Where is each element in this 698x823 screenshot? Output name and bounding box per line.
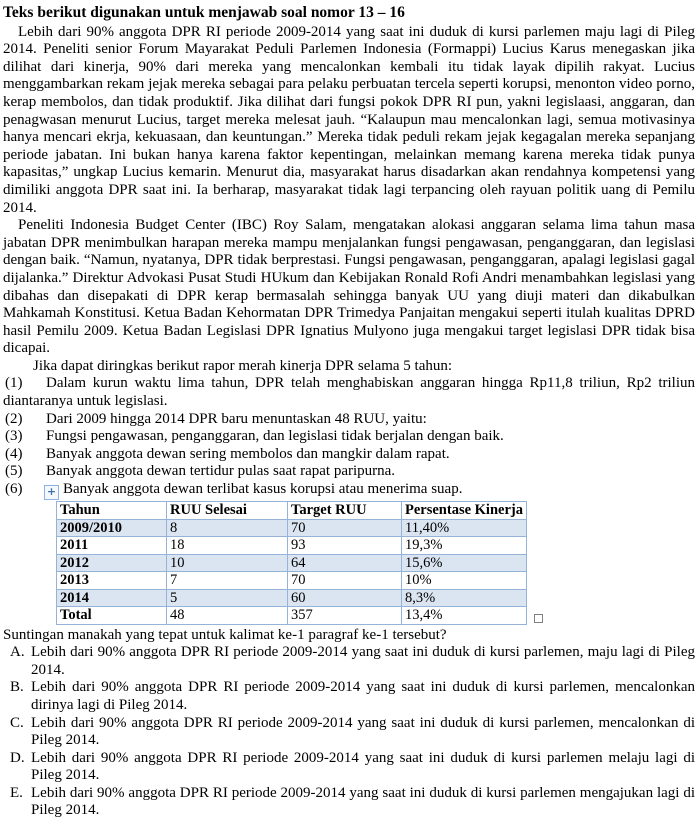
cell-persentase: 19,3% xyxy=(402,537,527,555)
cell-tahun: 2014 xyxy=(57,589,167,607)
col-header-ruu-selesai: RUU Selesai xyxy=(167,502,288,520)
kinerja-table-wrapper xyxy=(56,501,526,625)
table-move-handle-icon[interactable]: + xyxy=(44,485,59,500)
cell-target-ruu: 60 xyxy=(288,589,402,607)
paragraph-2: Peneliti Indonesia Budget Center (IBC) Roy Salam, mengatakan alokasi anggaran selama lima tahun masa jabatan DPR menimbulkan harapan mereka mampu menjalankan fungsi pengawasan, penganggaran, dan legislasi dengan baik. “Namun, nyatanya, DPR tidak berprestasi. Fungsi pengawasan, penganggaran, apalagi legislasi gagal dijalanka.” Direktur Advokasi Pusat Studi HUkum dan Kebijakan Ronald Rofi Andri menambahkan legislasi yang dibahas dan disepakati di DPR kerap bermasalah sehingga banyak UU yang diuji materi dan dikabulkan Mahkamah Konstitusi. Ketua Badan Kehormatan DPR Trimedya Panjaitan mengakui seperti itulah kualitas DPRD hasil Pemilu 2009. Ketua Badan Legislasi DPR Ignatius Mulyono juga mengakui target legislasi DPR tidak bisa dicapai. xyxy=(3,217,695,357)
list-item-5 xyxy=(3,463,695,481)
cell-tahun: Total xyxy=(57,607,167,625)
cell-persentase: 11,40% xyxy=(402,519,527,537)
list-intro: Jika dapat diringkas berikut rapor merah kinerja DPR selama 5 tahun: xyxy=(33,357,453,374)
answer-option-e xyxy=(3,785,695,820)
col-header-tahun: Tahun xyxy=(57,502,167,520)
table-row xyxy=(57,554,527,572)
table-row xyxy=(57,537,527,555)
kinerja-table xyxy=(56,501,527,625)
table-row xyxy=(57,589,527,607)
list-item-text: Dalam kurun waktu lima tahun, DPR telah menghabiskan anggaran hingga Rp11,8 triliun, Rp2 triliun diantaranya untuk legislasi. xyxy=(3,375,695,410)
list-item-number: (2) xyxy=(5,410,23,427)
option-letter: D. xyxy=(10,749,25,766)
answer-option-d xyxy=(3,750,695,785)
cell-target-ruu: 70 xyxy=(288,519,402,537)
paragraph-1: Lebih dari 90% anggota DPR RI periode 2009-2014 yang saat ini duduk di kursi parlemen maju lagi di Pileg 2014. Peneliti senior Forum Mayarakat Peduli Parlemen Indonesia (Formappi) Lucius Karus menegaskan jika dilihat dari kinerja, 90% dari mereka yang mencalonkan kembali itu tidak layak dipilih rakyat. Lucius menggambarkan rekam jejak mereka sebagai para pelaku perbuatan tercela seperti korupsi, menonton video porno, kerap membolos, dan tidak produktif. Jika dilihat dari fungsi pokok DPR RI pun, yakni legislaasi, anggaran, dan penagwasan menurut Lucius, target mereka melesat jauh. “Kalaupun mau mencalonkan lagi, semua motivasinya hanya mencari ekrja, kekuasaan, dan keuntungan.” Mereka tidak peduli rekam jejak kegagalan mereka sepanjang periode jabatan. Ini bukan hanya karena faktor kepentingan, melainkan memang karena mereka tidak punya kapasitas,” ungkap Lucius kemarin. Menurut dia, masyarakat harus disadarkan akan rendahnya kompetensi yang dimiliki anggota DPR saat ini. Ia berharap, masyarakat tidak lagi terpancing oleh rayuan politik uang di Pemilu 2014. xyxy=(3,23,695,216)
option-letter: E. xyxy=(10,784,23,801)
cell-persentase: 15,6% xyxy=(402,554,527,572)
cell-persentase: 10% xyxy=(402,572,527,590)
option-letter: A. xyxy=(10,644,25,661)
list-item-text: Dari 2009 hingga 2014 DPR baru menuntaskan 48 RUU, yaitu: xyxy=(46,410,427,427)
list-item-6 xyxy=(3,481,695,500)
table-header-row xyxy=(57,502,527,520)
list-item-3 xyxy=(3,428,695,446)
cell-ruu-selesai: 18 xyxy=(167,537,288,555)
cell-ruu-selesai: 8 xyxy=(167,519,288,537)
option-text: Lebih dari 90% anggota DPR RI periode 2009-2014 yang saat ini duduk di kursi parlemen, mencalonkan dirinya lagi di Pileg 2014. xyxy=(31,679,695,713)
table-row xyxy=(57,572,527,590)
list-item-text: Banyak anggota dewan terlibat kasus korupsi atau menerima suap. xyxy=(63,481,463,498)
col-header-target-ruu: Target RUU xyxy=(288,502,402,520)
answer-option-c xyxy=(3,715,695,750)
table-total-row xyxy=(57,607,527,625)
list-item-number: (3) xyxy=(5,428,23,445)
cell-tahun: 2011 xyxy=(57,537,167,555)
col-header-persentase: Persentase Kinerja xyxy=(402,502,527,520)
option-text: Lebih dari 90% anggota DPR RI periode 2009-2014 yang saat ini duduk di kursi parlemen mengajukan lagi di Pileg 2014. xyxy=(31,784,695,819)
option-text: Lebih dari 90% anggota DPR RI periode 2009-2014 yang saat ini duduk di kursi parlemen, mencalonkan di Pileg 2014. xyxy=(31,714,695,749)
cell-persentase: 13,4% xyxy=(402,607,527,625)
cell-ruu-selesai: 5 xyxy=(167,589,288,607)
list-item-2 xyxy=(3,411,695,429)
table-row xyxy=(57,519,527,537)
cell-target-ruu: 357 xyxy=(288,607,402,625)
cell-target-ruu: 64 xyxy=(288,554,402,572)
list-item-4 xyxy=(3,446,695,464)
option-letter: C. xyxy=(10,714,24,731)
table-resize-handle[interactable] xyxy=(534,614,543,623)
cell-target-ruu: 70 xyxy=(288,572,402,590)
cell-persentase: 8,3% xyxy=(402,589,527,607)
list-item-number: (4) xyxy=(5,445,23,462)
question-text: Suntingan manakah yang tepat untuk kalimat ke-1 paragraf ke-1 tersebut? xyxy=(3,626,447,643)
list-item-number: (5) xyxy=(5,463,23,480)
cell-ruu-selesai: 48 xyxy=(167,607,288,625)
option-letter: B. xyxy=(10,679,24,696)
list-item-1 xyxy=(3,375,695,410)
cell-ruu-selesai: 7 xyxy=(167,572,288,590)
option-text: Lebih dari 90% anggota DPR RI periode 2009-2014 yang saat ini duduk di kursi parlemen, maju lagi di Pileg 2014. xyxy=(31,644,695,678)
cell-tahun: 2009/2010 xyxy=(57,519,167,537)
option-text: Lebih dari 90% anggota DPR RI periode 2009-2014 yang saat ini duduk di kursi parlemen melaju lagi di Pileg 2014. xyxy=(31,749,695,784)
answer-option-a xyxy=(3,644,695,679)
list-item-text: Banyak anggota dewan sering membolos dan mangkir dalam rapat. xyxy=(46,445,450,462)
list-item-text: Banyak anggota dewan tertidur pulas saat rapat paripurna. xyxy=(46,463,396,480)
list-item-number: (6) xyxy=(5,481,23,498)
cell-tahun: 2013 xyxy=(57,572,167,590)
cell-target-ruu: 93 xyxy=(288,537,402,555)
section-heading: Teks berikut digunakan untuk menjawab soal nomor 13 – 16 xyxy=(3,4,405,21)
answer-option-b xyxy=(3,679,695,714)
cell-tahun: 2012 xyxy=(57,554,167,572)
list-item-number: (1) xyxy=(5,375,23,392)
list-item-text: Fungsi pengawasan, penganggaran, dan legislasi tidak berjalan dengan baik. xyxy=(46,428,504,445)
cell-ruu-selesai: 10 xyxy=(167,554,288,572)
